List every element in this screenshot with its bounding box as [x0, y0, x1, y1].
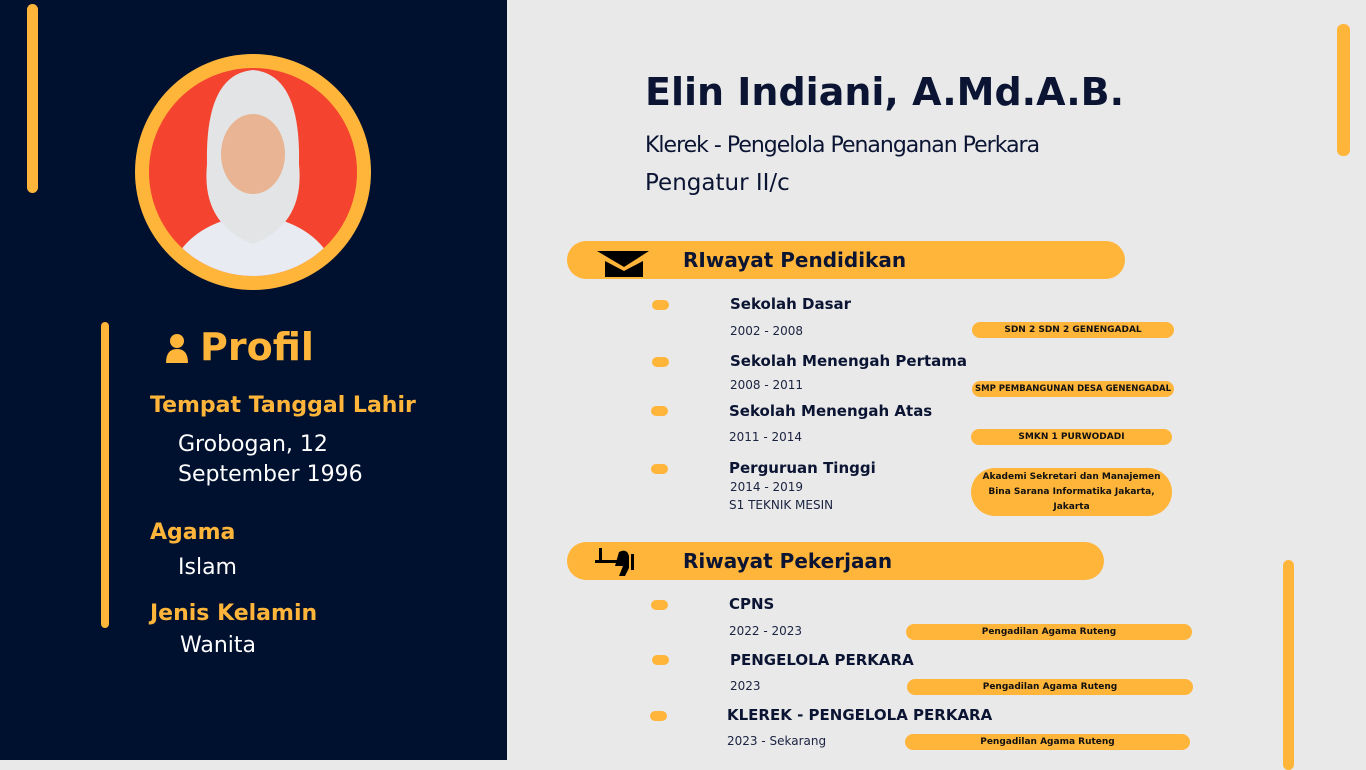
bullet — [650, 711, 667, 721]
work-years: 2023 - Sekarang — [727, 734, 827, 748]
bullet — [652, 300, 669, 310]
profile-photo — [135, 54, 371, 290]
birth-line1: Grobogan, 12 — [178, 432, 328, 457]
edu-years: 2002 - 2008 — [730, 324, 804, 338]
decor-bar — [1337, 24, 1350, 156]
decor-bar — [1283, 560, 1294, 770]
edu-years: 2008 - 2011 — [730, 378, 804, 392]
birth-label: Tempat Tanggal Lahir — [150, 393, 416, 418]
work-role: KLEREK - PENGELOLA PERKARA — [727, 706, 993, 724]
edu-school: SDN 2 SDN 2 GENENGADAL — [972, 322, 1174, 338]
edu-level: Sekolah Menengah Pertama — [730, 352, 968, 370]
edu-years: 2014 - 2019 — [730, 480, 804, 494]
decor-bar — [27, 4, 38, 193]
work-place: Pengadilan Agama Ruteng — [907, 679, 1193, 695]
work-role: CPNS — [729, 595, 775, 613]
work-role: PENGELOLA PERKARA — [730, 651, 914, 669]
office-worker-icon — [595, 548, 635, 576]
education-header — [567, 241, 1125, 279]
edu-level: Sekolah Menengah Atas — [729, 402, 933, 420]
edu-school: Akademi Sekretari dan Manajemen Bina Sarana Informatika Jakarta, Jakarta — [971, 468, 1172, 516]
edu-major: S1 TEKNIK MESIN — [729, 498, 834, 512]
edu-level: Sekolah Dasar — [730, 295, 852, 313]
work-title: Riwayat Pekerjaan — [683, 549, 893, 573]
work-years: 2022 - 2023 — [729, 624, 803, 638]
edu-years: 2011 - 2014 — [729, 430, 803, 444]
edu-school: SMP PEMBANGUNAN DESA GENENGADAL — [972, 381, 1174, 397]
work-header — [567, 542, 1104, 580]
position-title: Klerek - Pengelola Penanganan Perkara — [645, 133, 1040, 158]
rank: Pengatur II/c — [645, 170, 790, 196]
person-name: Elin Indiani, A.Md.A.B. — [645, 70, 1125, 114]
work-place: Pengadilan Agama Ruteng — [906, 624, 1192, 640]
profile-heading: Profil — [200, 325, 314, 369]
religion-label: Agama — [150, 520, 236, 545]
birth-line2: September 1996 — [178, 462, 363, 487]
bullet — [651, 406, 668, 416]
bullet — [651, 600, 668, 610]
gender-label: Jenis Kelamin — [150, 601, 318, 626]
gender-value: Wanita — [180, 633, 256, 658]
person-icon — [165, 333, 189, 363]
education-title: RIwayat Pendidikan — [683, 248, 907, 272]
bullet — [651, 464, 668, 474]
edu-level: Perguruan Tinggi — [729, 459, 876, 477]
religion-value: Islam — [178, 555, 237, 580]
decor-bar — [101, 322, 109, 628]
edu-school: SMKN 1 PURWODADI — [971, 429, 1172, 445]
graduation-cap-icon — [597, 247, 651, 277]
work-place: Pengadilan Agama Ruteng — [905, 734, 1190, 750]
work-years: 2023 — [730, 679, 761, 693]
bullet — [652, 655, 669, 665]
bullet — [652, 357, 669, 367]
